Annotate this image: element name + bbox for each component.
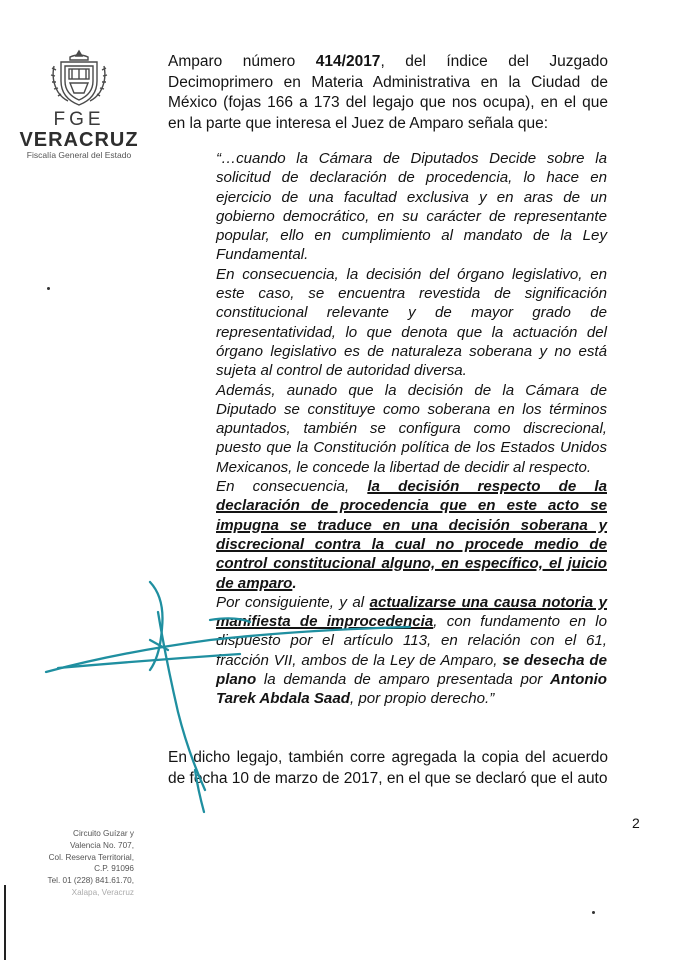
quote-paragraph-3: Además, aunado que la decisión de la Cámara de Diputado se constituye como soberana en los términos apuntados, también se configura como discrecional, puesto que la Constitución política de los Estados Unidos Mexicanos, le concede la libertad de decidir al respecto. bbox=[216, 381, 607, 476]
quote-5-mid: , con fundamento en lo dispuesto por el artículo 113, en relación con el 61, fracción VII, ambos de la Ley de Amparo, bbox=[216, 613, 607, 669]
quote-5-mid2: la demanda de amparo presentada por bbox=[256, 671, 550, 689]
intro-paragraph bbox=[168, 52, 608, 134]
footer-line: Circuito Guízar y bbox=[73, 829, 134, 838]
quote-paragraph-4 bbox=[216, 477, 607, 593]
logo-abbrev: FGE bbox=[53, 109, 105, 130]
scan-edge-line bbox=[4, 885, 6, 960]
footer-line: Xalapa, Veracruz bbox=[71, 887, 134, 897]
quote-5-underlined: actualizarse una causa notoria y manifiesta de improcedencia bbox=[216, 593, 607, 631]
intro-text-end: , del índice del Juzgado Decimoprimero en Materia Administrativa en la Ciudad de México (fojas 166 a 173 del legajo que nos ocupa), en el que en la parte que interesa el Juez de Amparo señala que: bbox=[168, 53, 608, 132]
quote-4-end: . bbox=[292, 574, 297, 592]
quote-4-underlined: la decisión respecto de la declaración de procedencia que en este acto se impugna se traduce en una decisión soberana y discrecional contra la cual no procede medio de control constitucional alguno, en específico, el juicio de amparo bbox=[216, 478, 607, 592]
case-number: 414/2017 bbox=[315, 53, 381, 70]
logo-subtitle: Fiscalía General del Estado bbox=[26, 150, 132, 160]
intro-text-start: Amparo número bbox=[168, 53, 316, 70]
quote-paragraph-2: En consecuencia, la decisión del órgano legislativo, en este caso, se encuentra revestida de significación constitucional relevante y de mayor grado de representatividad, lo que denota que la actuación del órgano legislativo es de naturaleza soberana y no está sujeta al control de autoridad diversa. bbox=[216, 265, 607, 380]
logo-name: VERACRUZ bbox=[19, 129, 139, 151]
footer-line: Valencia No. 707, bbox=[69, 840, 134, 850]
quote-5-plaintiff: Antonio Tarek Abdala Saad bbox=[216, 671, 607, 708]
scan-speck bbox=[592, 911, 595, 914]
quote-4-lead: En consecuencia, bbox=[216, 478, 368, 496]
closing-paragraph: En dicho legajo, también corre agregada la copia del acuerdo de fecha 10 de marzo de 2017, en el que se declaró que el auto bbox=[168, 749, 608, 787]
footer-line: C.P. 91096 bbox=[94, 864, 134, 874]
quote-5-end: , por propio derecho.” bbox=[349, 690, 495, 708]
footer-line: Tel. 01 (228) 841.61.70, bbox=[47, 876, 134, 886]
veracruz-crest-icon bbox=[48, 48, 110, 108]
scan-speck bbox=[47, 287, 50, 290]
quoted-resolution bbox=[216, 149, 607, 709]
footer-address bbox=[4, 828, 134, 899]
quote-paragraph-1: “…cuando la Cámara de Diputados Decide sobre la solicitud de declaración de procedencia, lo hace en ejercicio de una facultad exclusiva y en aras de un gobierno democrático, en su carácter de representante popular, ello en cumplimiento al mandato de la Ley Fundamental. bbox=[216, 150, 607, 264]
page-number: 2 bbox=[632, 815, 640, 831]
quote-5-ruling: se desecha de plano bbox=[216, 651, 608, 689]
quote-paragraph-5 bbox=[216, 593, 607, 709]
fge-logo bbox=[4, 48, 154, 160]
quote-5-lead: Por consiguiente, y al bbox=[216, 593, 370, 611]
footer-line: Col. Reserva Territorial, bbox=[48, 852, 134, 862]
